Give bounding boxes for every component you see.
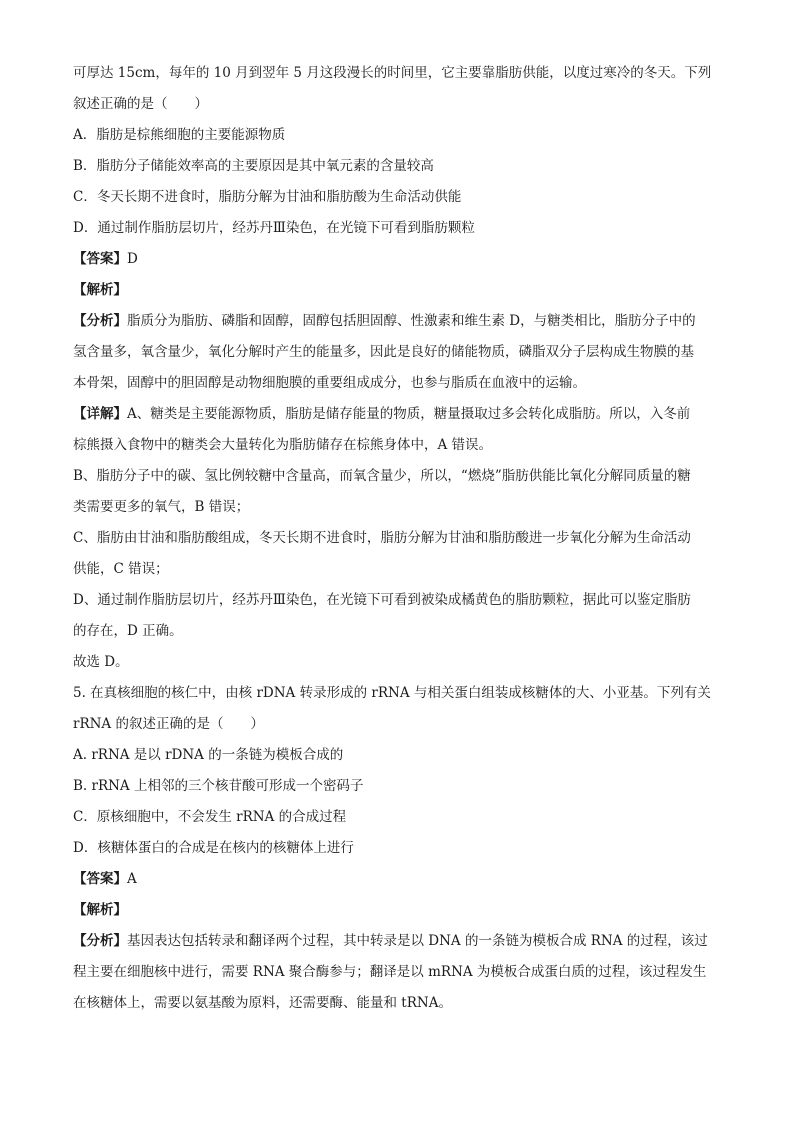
q4-xiangjie-line-8: 的存在，D 正确。	[73, 623, 183, 639]
q4-answer-line	[73, 244, 723, 275]
q4-stem-line-2: 叙述正确的是（ ）	[73, 96, 208, 112]
xiangjie-tag: 【详解】	[73, 406, 127, 422]
answer-tag: 【答案】	[73, 251, 127, 267]
q4-option-a: A．脂肪是棕熊细胞的主要能源物质	[73, 127, 286, 143]
analysis-tag: 【解析】	[73, 282, 127, 298]
q5-option-b: B. rRNA 上相邻的三个核苷酸可形成一个密码子	[73, 778, 364, 794]
q5-answer-line	[73, 864, 723, 895]
q5-option-d: D．核糖体蛋白的合成是在核内的核糖体上进行	[73, 840, 354, 856]
q4-option-b: B．脂肪分子储能效率高的主要原因是其中氧元素的含量较高	[73, 158, 434, 174]
q4-option-d: D．通过制作脂肪层切片，经苏丹Ⅲ染色，在光镜下可看到脂肪颗粒	[73, 220, 475, 236]
q4-xiangjie-line-1	[73, 399, 723, 430]
q5-option-a: A. rRNA 是以 rDNA 的一条链为模板合成的	[73, 747, 344, 763]
q5-option-c: C．原核细胞中，不会发生 rRNA 的合成过程	[73, 809, 347, 825]
q4-option-c: C．冬天长期不进食时，脂肪分解为甘油和脂肪酸为生命活动供能	[73, 189, 462, 205]
analysis-tag: 【解析】	[73, 902, 127, 918]
q4-fenxi-line-1	[73, 306, 723, 337]
q4-fenxi-text-1: 脂质分为脂肪、磷脂和固醇，固醇包括胆固醇、性激素和维生素 D，与糖类相比，脂肪分子中的	[127, 313, 696, 329]
q5-fenxi-line-3: 在核糖体上，需要以氨基酸为原料，还需要酶、能量和 tRNA。	[73, 995, 452, 1011]
q4-stem-line-1: 可厚达 15cm，每年的 10 月到翌年 5 月这段漫长的时间里，它主要靠脂肪供能，以度过寒冷的冬天。下列	[73, 65, 712, 81]
q5-fenxi-line-2: 程主要在细胞核中进行，需要 RNA 聚合酶参与；翻译是以 mRNA 为模板合成蛋白质的过程，该过程发生	[73, 964, 707, 980]
fenxi-tag: 【分析】	[73, 313, 127, 329]
fenxi-tag: 【分析】	[73, 933, 127, 949]
q5-stem-line-2: rRNA 的叙述正确的是（ ）	[73, 716, 264, 732]
answer-tag: 【答案】	[73, 871, 127, 887]
q5-fenxi-text-1: 基因表达包括转录和翻译两个过程，其中转录是以 DNA 的一条链为模板合成 RNA 的过程，该过	[127, 933, 708, 949]
q4-analysis-heading	[73, 275, 723, 306]
document-page	[73, 58, 723, 1019]
q4-conclusion: 故选 D。	[73, 654, 129, 670]
q4-fenxi-line-3: 本骨架，固醇中的胆固醇是动物细胞膜的重要组成成分，也参与脂质在血液中的运输。	[73, 375, 586, 391]
q4-xiangjie-line-4: 类需要更多的氧气，B 错误；	[73, 499, 250, 515]
q5-fenxi-line-1	[73, 926, 723, 957]
q4-xiangjie-line-2: 棕熊摄入食物中的糖类会大量转化为脂肪储存在棕熊身体中，A 错误。	[73, 437, 493, 453]
q4-xiangjie-line-7: D、通过制作脂肪层切片，经苏丹Ⅲ染色，在光镜下可看到被染成橘黄色的脂肪颗粒，据此可以鉴定脂肪	[73, 592, 691, 608]
q4-answer-value: D	[127, 251, 138, 267]
q4-xiangjie-line-6: 供能，C 错误；	[73, 561, 169, 577]
q4-xiangjie-text-1: A、糖类是主要能源物质，脂肪是储存能量的物质，糖量摄取过多会转化成脂肪。所以，入冬前	[127, 406, 691, 422]
q4-xiangjie-line-3: B、脂肪分子中的碳、氢比例较糖中含量高，而氧含量少，所以，“燃烧”脂肪供能比氧化分解同质量的糖	[73, 468, 691, 484]
q5-stem-line-1: 5. 在真核细胞的核仁中，由核 rDNA 转录形成的 rRNA 与相关蛋白组装成核糖体的大、小亚基。下列有关	[73, 685, 711, 701]
q4-xiangjie-line-5: C、脂肪由甘油和脂肪酸组成，冬天长期不进食时，脂肪分解为甘油和脂肪酸进一步氧化分解为生命活动	[73, 530, 691, 546]
q4-fenxi-line-2: 氢含量多，氧含量少，氧化分解时产生的能量多，因此是良好的储能物质，磷脂双分子层构成生物膜的基	[73, 344, 694, 360]
q5-answer-value: A	[127, 871, 137, 887]
q5-analysis-heading	[73, 895, 723, 926]
